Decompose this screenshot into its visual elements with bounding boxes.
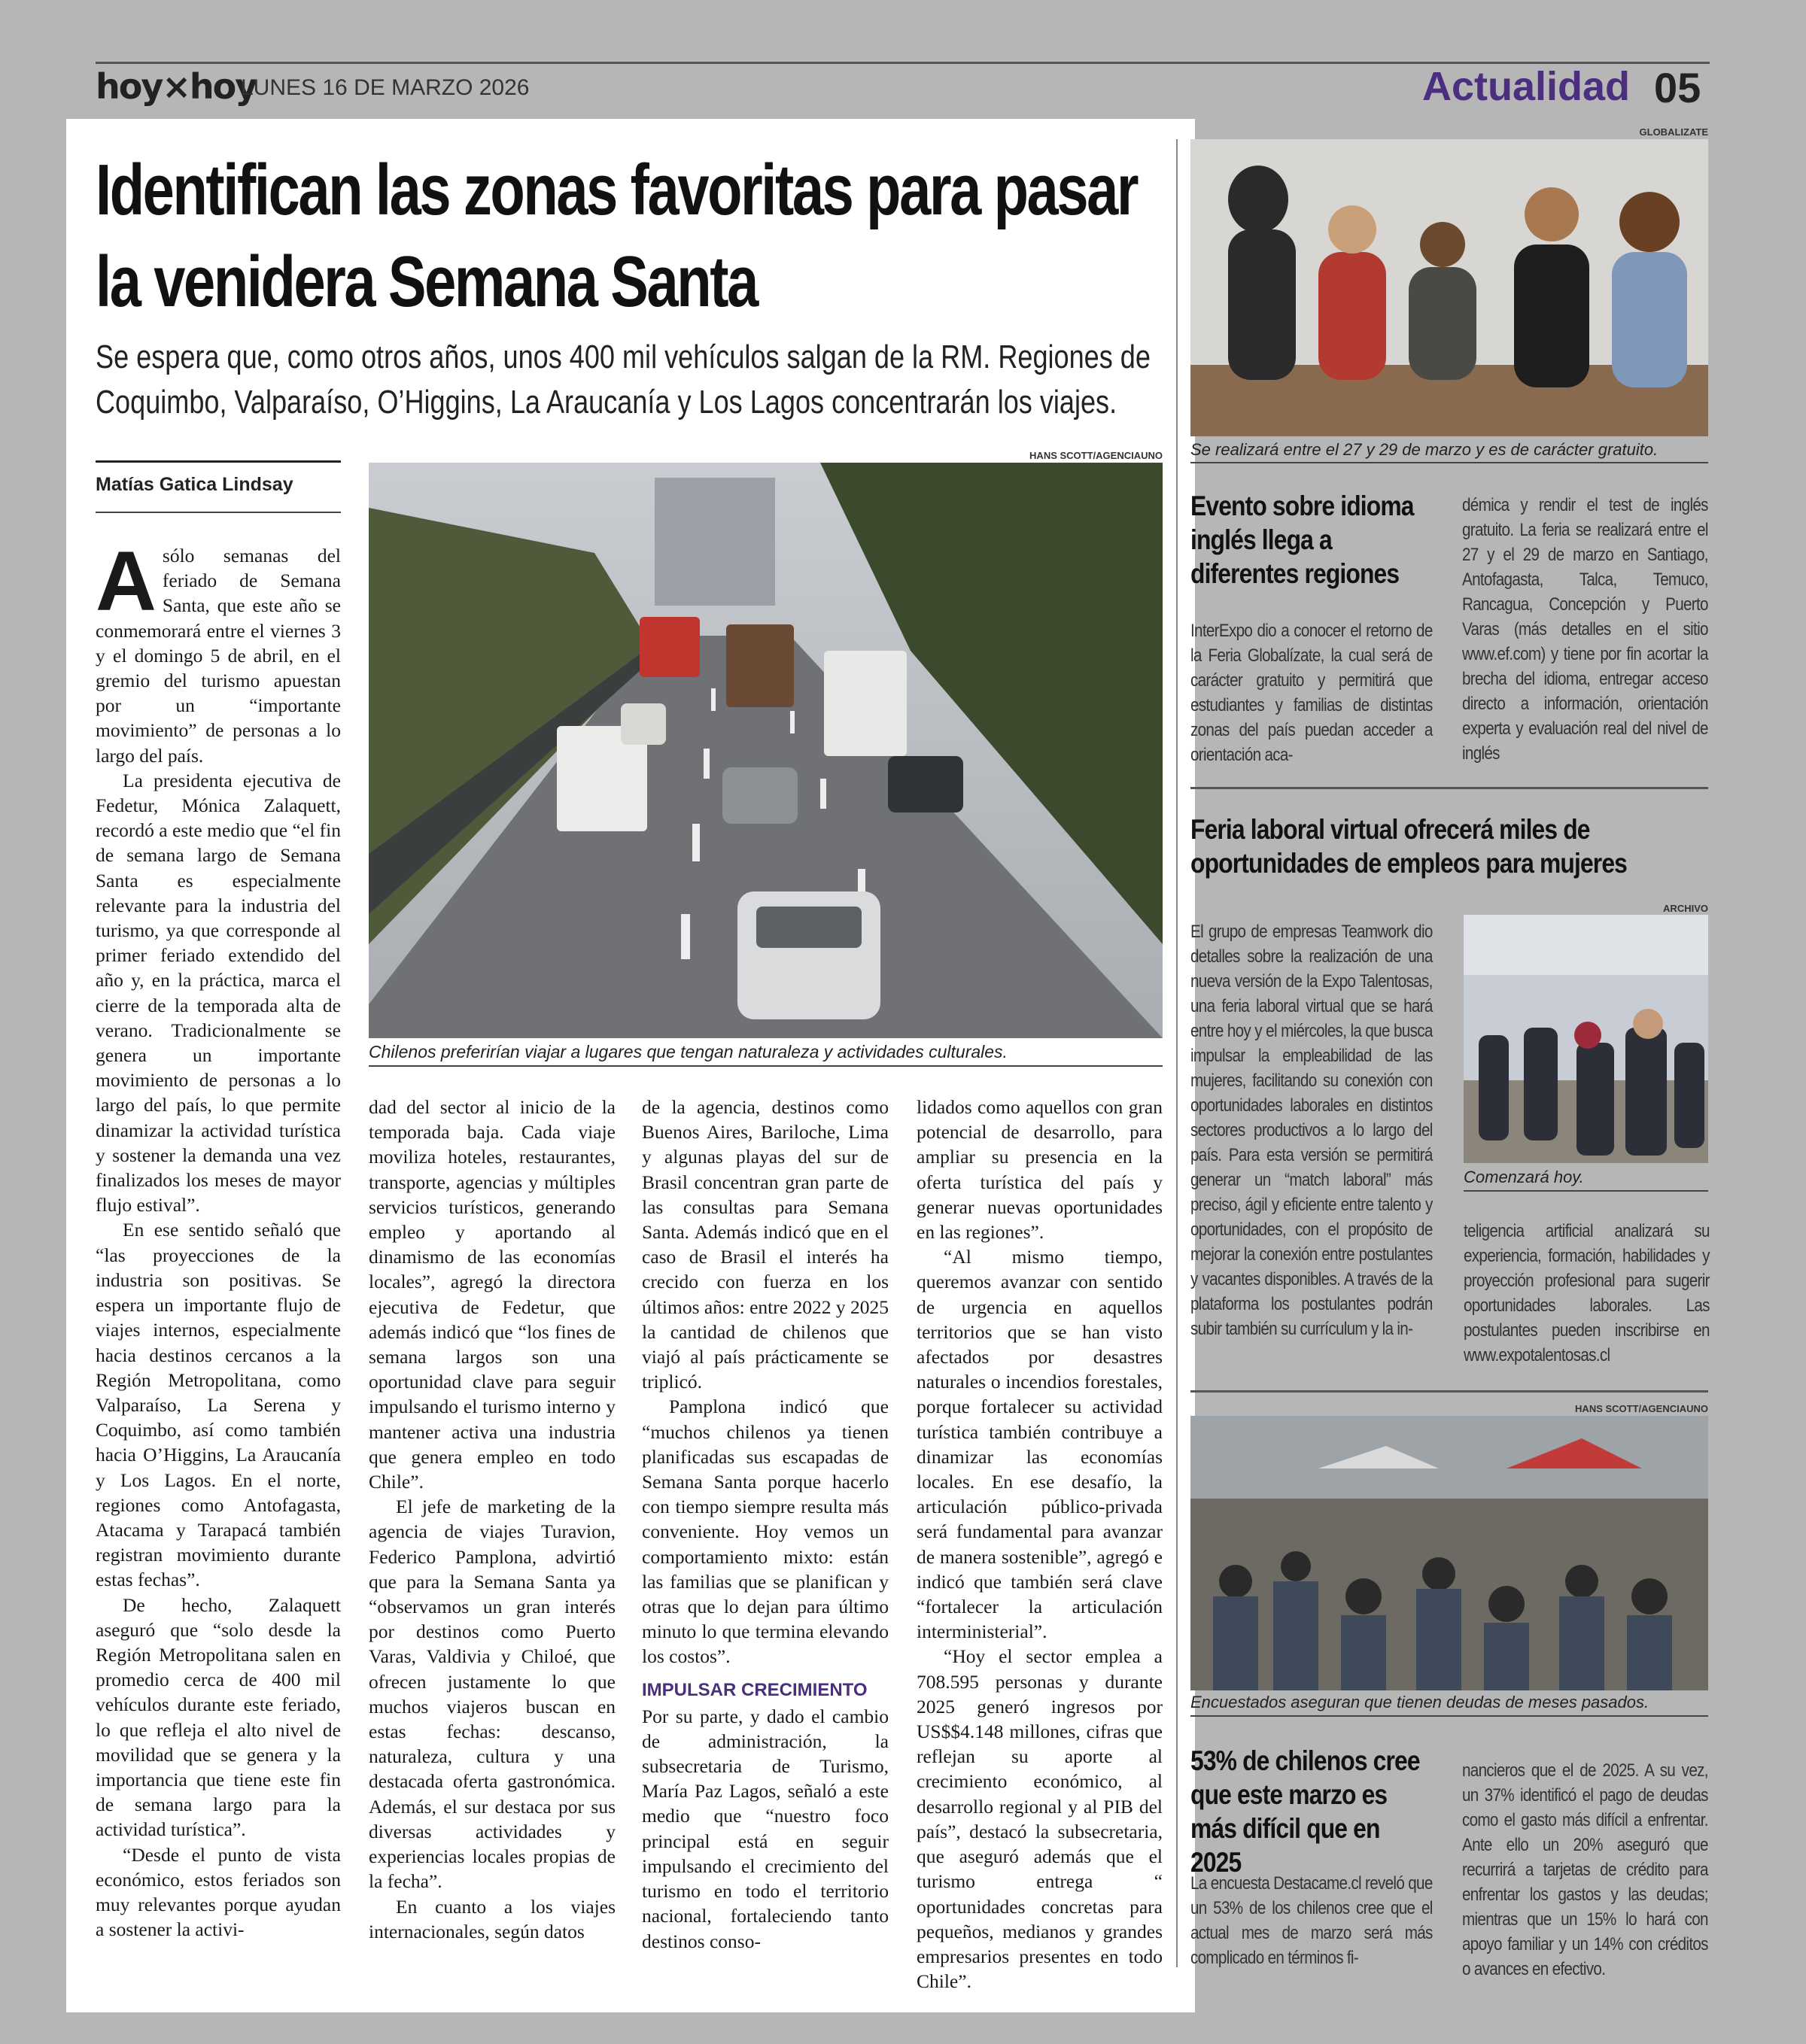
photo-credit: HANS SCOTT/AGENCIAUNO [1029, 450, 1163, 461]
paragraph: La presidenta ejecutiva de Fedetur, Mónica Zalaquett, recordó a este medio que “el fin de semana largo de Semana Santa es especialmente relevante para la industria del turismo, ya que corresponde al primer feriado extendido del año y, en la práctica, marca el cierre de la temporada alta de verano. Tradicionalmente se genera un importante movimiento de personas a lo largo del país, lo que permite dinamizar la actividad turística y sostener la demanda una vez finalizados los meses de mayor flujo estival”. [96, 769, 341, 1216]
drop-cap: A [96, 534, 157, 628]
photo-credit: GLOBALIZATE [1639, 126, 1708, 138]
paragraph: sólo semanas del feriado de Semana Santa, que este año se conmemorará entre el viernes 3 y el domingo 5 de abril, en el gremio del turismo apuestan por un “importante movimiento” de personas a lo largo del país. [96, 545, 341, 767]
photo-credit: ARCHIVO [1663, 903, 1708, 914]
article-column-4 [917, 1095, 1163, 1994]
issue-date: LUNES 16 DE MARZO 2026 [241, 75, 530, 100]
article-headline: Identifican las zonas favoritas para pasar la venidera Semana Santa [96, 150, 1138, 322]
section-title: Actualidad [1422, 64, 1631, 109]
photo-caption: Chilenos preferirían viajar a lugares que tengan naturaleza y actividades culturales. [369, 1042, 1008, 1061]
subheading: IMPULSAR CRECIMIENTO [642, 1679, 868, 1700]
brief-column: teligencia artificial analizará su experiencia, formación, habilidades y proyección profesional para sugerir oportunidades laborales. Las postulantes pueden inscribirse en www.expotalentosas.cl [1464, 1221, 1710, 1365]
article-subtitle: Se espera que, como otros años, unos 400 mil vehículos salgan de la RM. Regiones de Coquimbo, Valparaíso, O’Higgins, La Araucanía y Los Lagos concentrarán los viajes. [96, 339, 1151, 421]
brief-job-fair [1190, 812, 1708, 880]
brief-march-survey [1190, 1744, 1439, 1879]
caption-rule [369, 1065, 1163, 1067]
photo-credit: HANS SCOTT/AGENCIAUNO [1575, 1403, 1708, 1414]
highway-photo [369, 463, 1163, 1038]
paragraph: De hecho, Zalaquett aseguró que “solo desde la Región Metropolitana salen en promedio cerca de 400 mil vehículos durante este feriado, lo que refleja el alto nivel de movilidad que se genera y la importancia que tiene este fin de semana largo para la actividad turística”. [96, 1593, 341, 1841]
paragraph: “Desde el punto de vista económico, estos feriados son muy relevantes porque ayudan a sostener la activi- [96, 1843, 341, 1941]
job-fair-photo [1464, 915, 1708, 1163]
page-number: 05 [1654, 64, 1701, 111]
article-column-3 [642, 1095, 889, 1954]
paragraph: “Hoy el sector emplea a 708.595 personas y durante 2025 generó ingresos por US$$4.148 millones, cifras que reflejan su aporte al crecimiento económico, al desarrollo regional y al PIB del país”, destacó la subsecretaria, que aseguró además que el turismo entrega “ oportunidades concretas para pequeños, medianos y grandes empresarios presentes en todo Chile”. [917, 1645, 1163, 1993]
section-rule [1190, 787, 1708, 789]
byline-rule [96, 460, 341, 463]
brief-column: démica y rendir el test de inglés gratuito. La feria se realizará entre el 27 y el 29 de marzo en Santiago, Antofagasta, Talca, Temuco, Rancagua, Concepción y Puerto Varas (más detalles en el sitio www.ef.com) y tiene por fin acortar la brecha del idioma, entregar acceso directo a información, orientación experta y evaluación real del nivel de inglés [1462, 495, 1708, 764]
brief-headline: Evento sobre idioma inglés llega a diferentes regiones [1190, 490, 1414, 589]
crowd-street-photo [1190, 1416, 1708, 1690]
newspaper-logo: hoy×hoy [96, 66, 257, 107]
paragraph: Pamplona indicó que “muchos chilenos ya tienen planificadas sus escapadas de Semana Santa porque hacerlo con tiempo siempre resulta más conveniente. Hoy vemos un comportamiento mixto: están las familias que se planifican y otras que lo dejan para último minuto lo que termina elevando los costos”. [642, 1396, 889, 1668]
brief-headline: Feria laboral virtual ofrecerá miles de oportunidades de empleos para mujeres [1190, 814, 1628, 879]
paragraph: Por su parte, y dado el cambio de administración, la subsecretaria de Turismo, María Paz Lagos, señaló a este medio que “nuestro foco principal está en seguir impulsando el crecimiento del turismo en todo el territorio nacional, fortaleciendo tanto destinos conso- [642, 1705, 889, 1952]
paragraph: de la agencia, destinos como Buenos Aires, Bariloche, Lima y algunas playas del sur de Brasil concentran gran parte de las consultas para Semana Santa. Además indicó que en el caso de Brasil el interés ha crecido con fuerza en los últimos años: entre 2022 y 2025 la cantidad de chilenos que viajó al país prácticamente se triplicó. [642, 1096, 889, 1393]
paragraph: En cuanto a los viajes internacionales, según datos [369, 1895, 616, 1942]
brief-column: La encuesta Destacame.cl reveló que un 53% de los chilenos cree que el actual mes de marzo será más complicado en términos fi- [1190, 1873, 1433, 1968]
students-photo [1190, 139, 1708, 436]
caption-rule [1190, 1715, 1708, 1717]
paragraph: En ese sentido señaló que “las proyecciones de la industria son positivas. Se espera un importante flujo de viajes internos, especialmente hacia destinos cercanos a la Región Metropolitana, como Valparaíso, La Serena y Coquimbo, así como también hacia O’Higgins, La Araucanía y Los Lagos. En el norte, regiones como Antofagasta, Atacama y Tarapacá también registran movimiento durante estas fechas”. [96, 1219, 341, 1591]
article-column-1 [96, 534, 341, 1942]
byline-rule-bottom [96, 512, 341, 513]
byline: Matías Gatica Lindsay [96, 474, 293, 495]
paragraph: dad del sector al inicio de la temporada baja. Cada viaje moviliza hoteles, restaurantes, transporte, agencias y múltiples servicios turísticos, generando empleo y aportando al dinamismo de las economías locales”, agregó la directora ejecutiva de Fedetur, que además indicó que “los fines de semana largos son una oportunidad clave para seguir impulsando el turismo interno y mantener activa una industria que genera empleo en todo Chile”. [369, 1096, 616, 1493]
section-rule [1190, 1390, 1708, 1393]
brief-headline: 53% de chilenos cree que este marzo es más difícil que en 2025 [1190, 1745, 1420, 1878]
brief-column: nancieros que el de 2025. A su vez, un 37% identificó el pago de deudas como el gasto más difícil a enfrentar. Ante ello un 20% aseguró que recurrirá a tarjetas de crédito para enfrentar los gastos y las deudas; mientras que un 15% lo hará con apoyo familiar y un 14% con créditos o avances en efectivo. [1462, 1760, 1708, 1979]
column-divider [1176, 139, 1178, 1967]
photo-caption: Se realizará entre el 27 y 29 de marzo y es de carácter gratuito. [1190, 440, 1659, 459]
brief-column: El grupo de empresas Teamwork dio detalles sobre la realización de una nueva versión de la Expo Talentosas, una feria laboral virtual que se hará entre hoy y el miércoles, la que busca impulsar la empleabilidad de las mujeres, facilitando su conexión con oportunidades laborales en distintos sectores productivos a lo largo del país. Para esta versión se permitirá generar un “match laboral” más preciso, ágil y eficiente entre talento y oportunidades, con el propósito de mejorar la conexión entre postulantes y vacantes disponibles. A través de la plataforma los postulantes podrán subir también su currículum y la in- [1190, 922, 1433, 1339]
article-column-2 [369, 1095, 616, 1944]
photo-caption: Comenzará hoy. [1464, 1168, 1584, 1186]
paragraph: El jefe de marketing de la agencia de viajes Turavion, Federico Pamplona, advirtió que para la Semana Santa ya “observamos un gran interés por destinos como Puerto Varas, Valdivia y Chiloé, que ofrecen justamente lo que muchos viajeros buscan en estas fechas: descanso, naturaleza, cultura y una destacada oferta gastronómica. Además, el sur destaca por sus diversas actividades y experiencias locales propias de la fecha”. [369, 1496, 616, 1893]
paragraph: lidados como aquellos con gran potencial de desarrollo, para ampliar su presencia en la oferta turística del país y generar nuevas oportunidades en las regiones”. [917, 1096, 1163, 1244]
paragraph: “Al mismo tiempo, queremos avanzar con sentido de urgencia en aquellos territorios que se han visto afectados por desastres naturales o incendios forestales, porque fortalecer su actividad turística también contribuye a dinamizar las economías locales. En ese desafío, la articulación público-privada será fundamental para avanzar de manera sostenible”, agregó e indicó que también será clave “fortalecer la articulación interministerial”. [917, 1246, 1163, 1643]
brief-column: InterExpo dio a conocer el retorno de la Feria Globalízate, la cual será de carácter gratuito y permitirá que estudiantes y familias de distintas zonas del país puedan acceder a orientación aca- [1190, 621, 1433, 765]
caption-rule [1190, 462, 1708, 463]
brief-english-event [1190, 489, 1439, 591]
photo-caption: Encuestados aseguran que tienen deudas de meses pasados. [1190, 1693, 1649, 1711]
caption-rule [1464, 1190, 1708, 1192]
